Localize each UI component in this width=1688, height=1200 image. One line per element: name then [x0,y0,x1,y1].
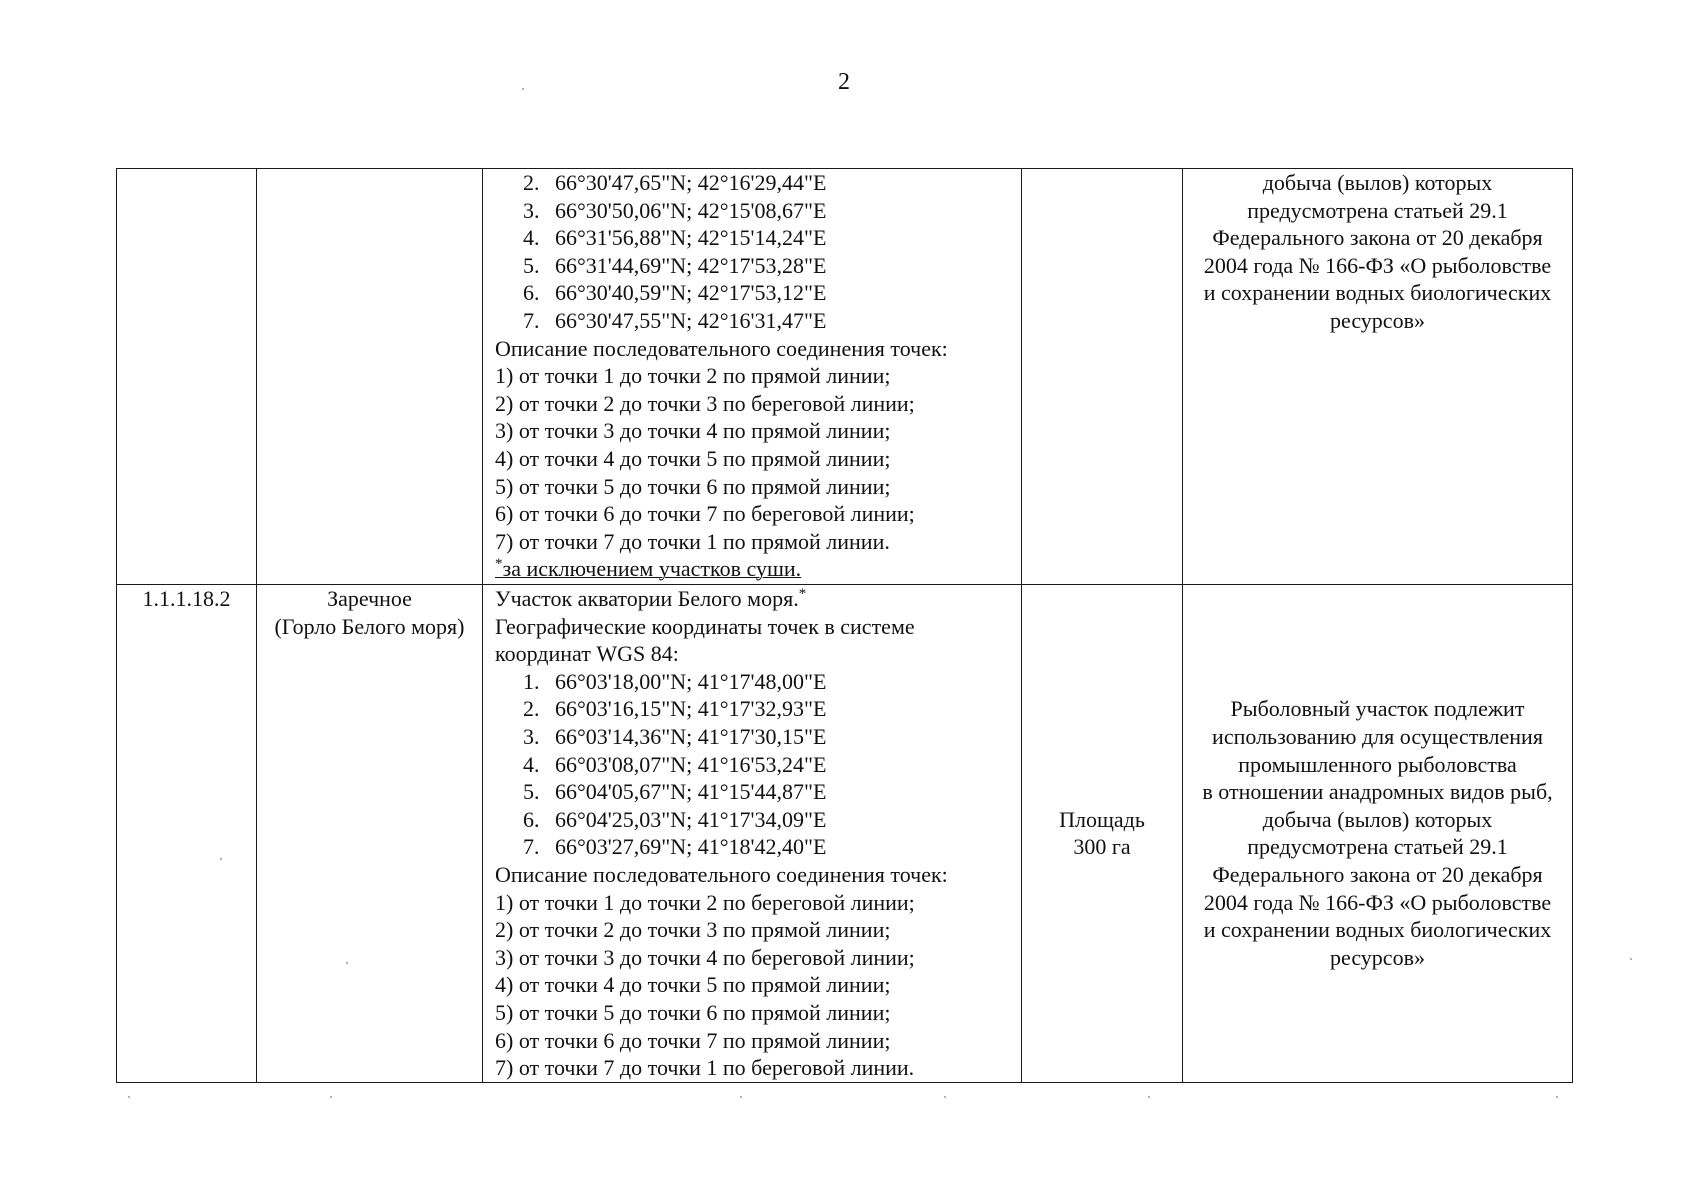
name-cell-empty [257,169,483,585]
table-row-zarechnoe [117,585,1573,1083]
footnote-line [495,555,1021,583]
coordinate-heading: Географические координаты точек в системе [495,613,915,639]
area-code: 1.1.1.18.2 [117,585,257,1083]
connection-line: 6) от точки 6 до точки 7 по прямой линии; [495,1027,891,1053]
area-name-cell [257,585,483,1083]
connection-heading: Описание последовательного соединения точек: [495,335,948,361]
purpose-line: использованию для осуществления [1212,723,1543,749]
scan-speck [220,858,222,860]
scan-speck [1148,1096,1150,1098]
coordinate-point: 4. 66°03'08,07"N; 41°16'53,24"E [523,751,827,777]
connection-line: 7) от точки 7 до точки 1 по береговой линии. [495,1055,915,1081]
purpose-line: 2004 года № 166-ФЗ «О рыболовстве [1203,889,1552,915]
table-row-continuation [117,169,1573,585]
coordinate-point: 2. 66°03'16,15"N; 41°17'32,93"E [523,696,827,722]
connection-line: 7) от точки 7 до точки 1 по прямой линии. [495,528,890,554]
scan-speck [346,962,348,964]
code-cell-empty [117,169,257,585]
coordinate-point: 5. 66°31'44,69"N; 42°17'53,28"E [523,252,827,278]
coordinate-point: 7. 66°03'27,69"N; 41°18'42,40"E [523,834,827,860]
coordinate-points-list [495,169,1021,335]
area-title: Участок акватории Белого моря.* [495,586,807,611]
scan-speck [128,1096,130,1098]
fishing-areas-table [116,168,1573,1083]
coordinate-point: 4. 66°31'56,88"N; 42°15'14,24"E [523,225,827,251]
scan-speck [1630,958,1632,960]
area-name: Заречное [327,586,412,611]
purpose-line: добыча (вылов) которых [1262,170,1493,195]
scan-speck [944,1096,946,1098]
area-size-value: 300 га [1073,834,1131,860]
area-name-subtitle: (Горло Белого моря) [274,613,465,639]
purpose-line: добыча (вылов) которых [1262,806,1493,832]
connection-line: 2) от точки 2 до точки 3 по береговой линии; [495,390,915,416]
connection-line: 4) от точки 4 до точки 5 по прямой линии; [495,972,891,998]
coordinate-point: 2. 66°30'47,65"N; 42°16'29,44"E [523,170,827,195]
coordinate-point: 6. 66°30'40,59"N; 42°17'53,12"E [523,280,827,306]
coordinate-points-list [495,668,1021,861]
connection-line: 4) от точки 4 до точки 5 по прямой линии; [495,445,891,471]
purpose-line: промышленного рыболовства [1238,751,1517,777]
coordinate-heading: координат WGS 84: [495,641,679,667]
scan-speck [522,88,524,90]
coordinate-point: 3. 66°30'50,06"N; 42°15'08,67"E [523,197,827,223]
connection-line: 6) от точки 6 до точки 7 по береговой линии; [495,501,915,527]
connection-line: 5) от точки 5 до точки 6 по прямой линии; [495,473,891,499]
purpose-line: Рыболовный участок подлежит [1230,696,1525,722]
boundary-description-cell [483,169,1022,585]
connection-line: 3) от точки 3 до точки 4 по береговой линии; [495,944,915,970]
purpose-line: предусмотрена статьей 29.1 [1247,197,1508,223]
page-number: 2 [838,69,850,95]
coordinate-point: 6. 66°04'25,03"N; 41°17'34,09"E [523,806,827,832]
coordinate-point: 7. 66°30'47,55"N; 42°16'31,47"E [523,307,827,333]
purpose-line: ресурсов» [1330,307,1425,333]
area-cell-empty [1022,169,1183,585]
connection-heading: Описание последовательного соединения точек: [495,861,948,887]
scan-speck [330,1096,332,1098]
purpose-line: предусмотрена статьей 29.1 [1247,834,1508,860]
purpose-line: и сохранении водных биологических [1203,280,1552,306]
purpose-line: Федерального закона от 20 декабря [1212,225,1543,251]
footnote-text: за исключением участков суши. [502,556,802,582]
boundary-description-cell [483,585,1022,1083]
purpose-line: Федерального закона от 20 декабря [1212,861,1543,887]
area-size-label: Площадь [1059,806,1145,832]
connection-line: 3) от точки 3 до точки 4 по прямой линии; [495,418,891,444]
purpose-line: ресурсов» [1330,944,1425,970]
purpose-line: в отношении анадромных видов рыб, [1202,779,1553,805]
purpose-line: и сохранении водных биологических [1203,917,1552,943]
scan-speck [1556,1096,1558,1098]
purpose-line: 2004 года № 166-ФЗ «О рыболовстве [1203,252,1552,278]
coordinate-point: 3. 66°03'14,36"N; 41°17'30,15"E [523,723,827,749]
connection-line: 2) от точки 2 до точки 3 по прямой линии; [495,917,891,943]
purpose-cell [1183,169,1573,585]
purpose-cell [1183,585,1573,1083]
scan-speck [740,1096,742,1098]
coordinate-point: 1. 66°03'18,00"N; 41°17'48,00"E [523,668,827,694]
area-size-cell [1022,585,1183,1083]
coordinate-point: 5. 66°04'05,67"N; 41°15'44,87"E [523,779,827,805]
connection-line: 1) от точки 1 до точки 2 по береговой линии; [495,889,915,915]
footnote-star: * [798,586,807,602]
footnote-star: * [495,556,503,573]
connection-line: 5) от точки 5 до точки 6 по прямой линии; [495,999,891,1025]
connection-line: 1) от точки 1 до точки 2 по прямой линии; [495,363,891,389]
